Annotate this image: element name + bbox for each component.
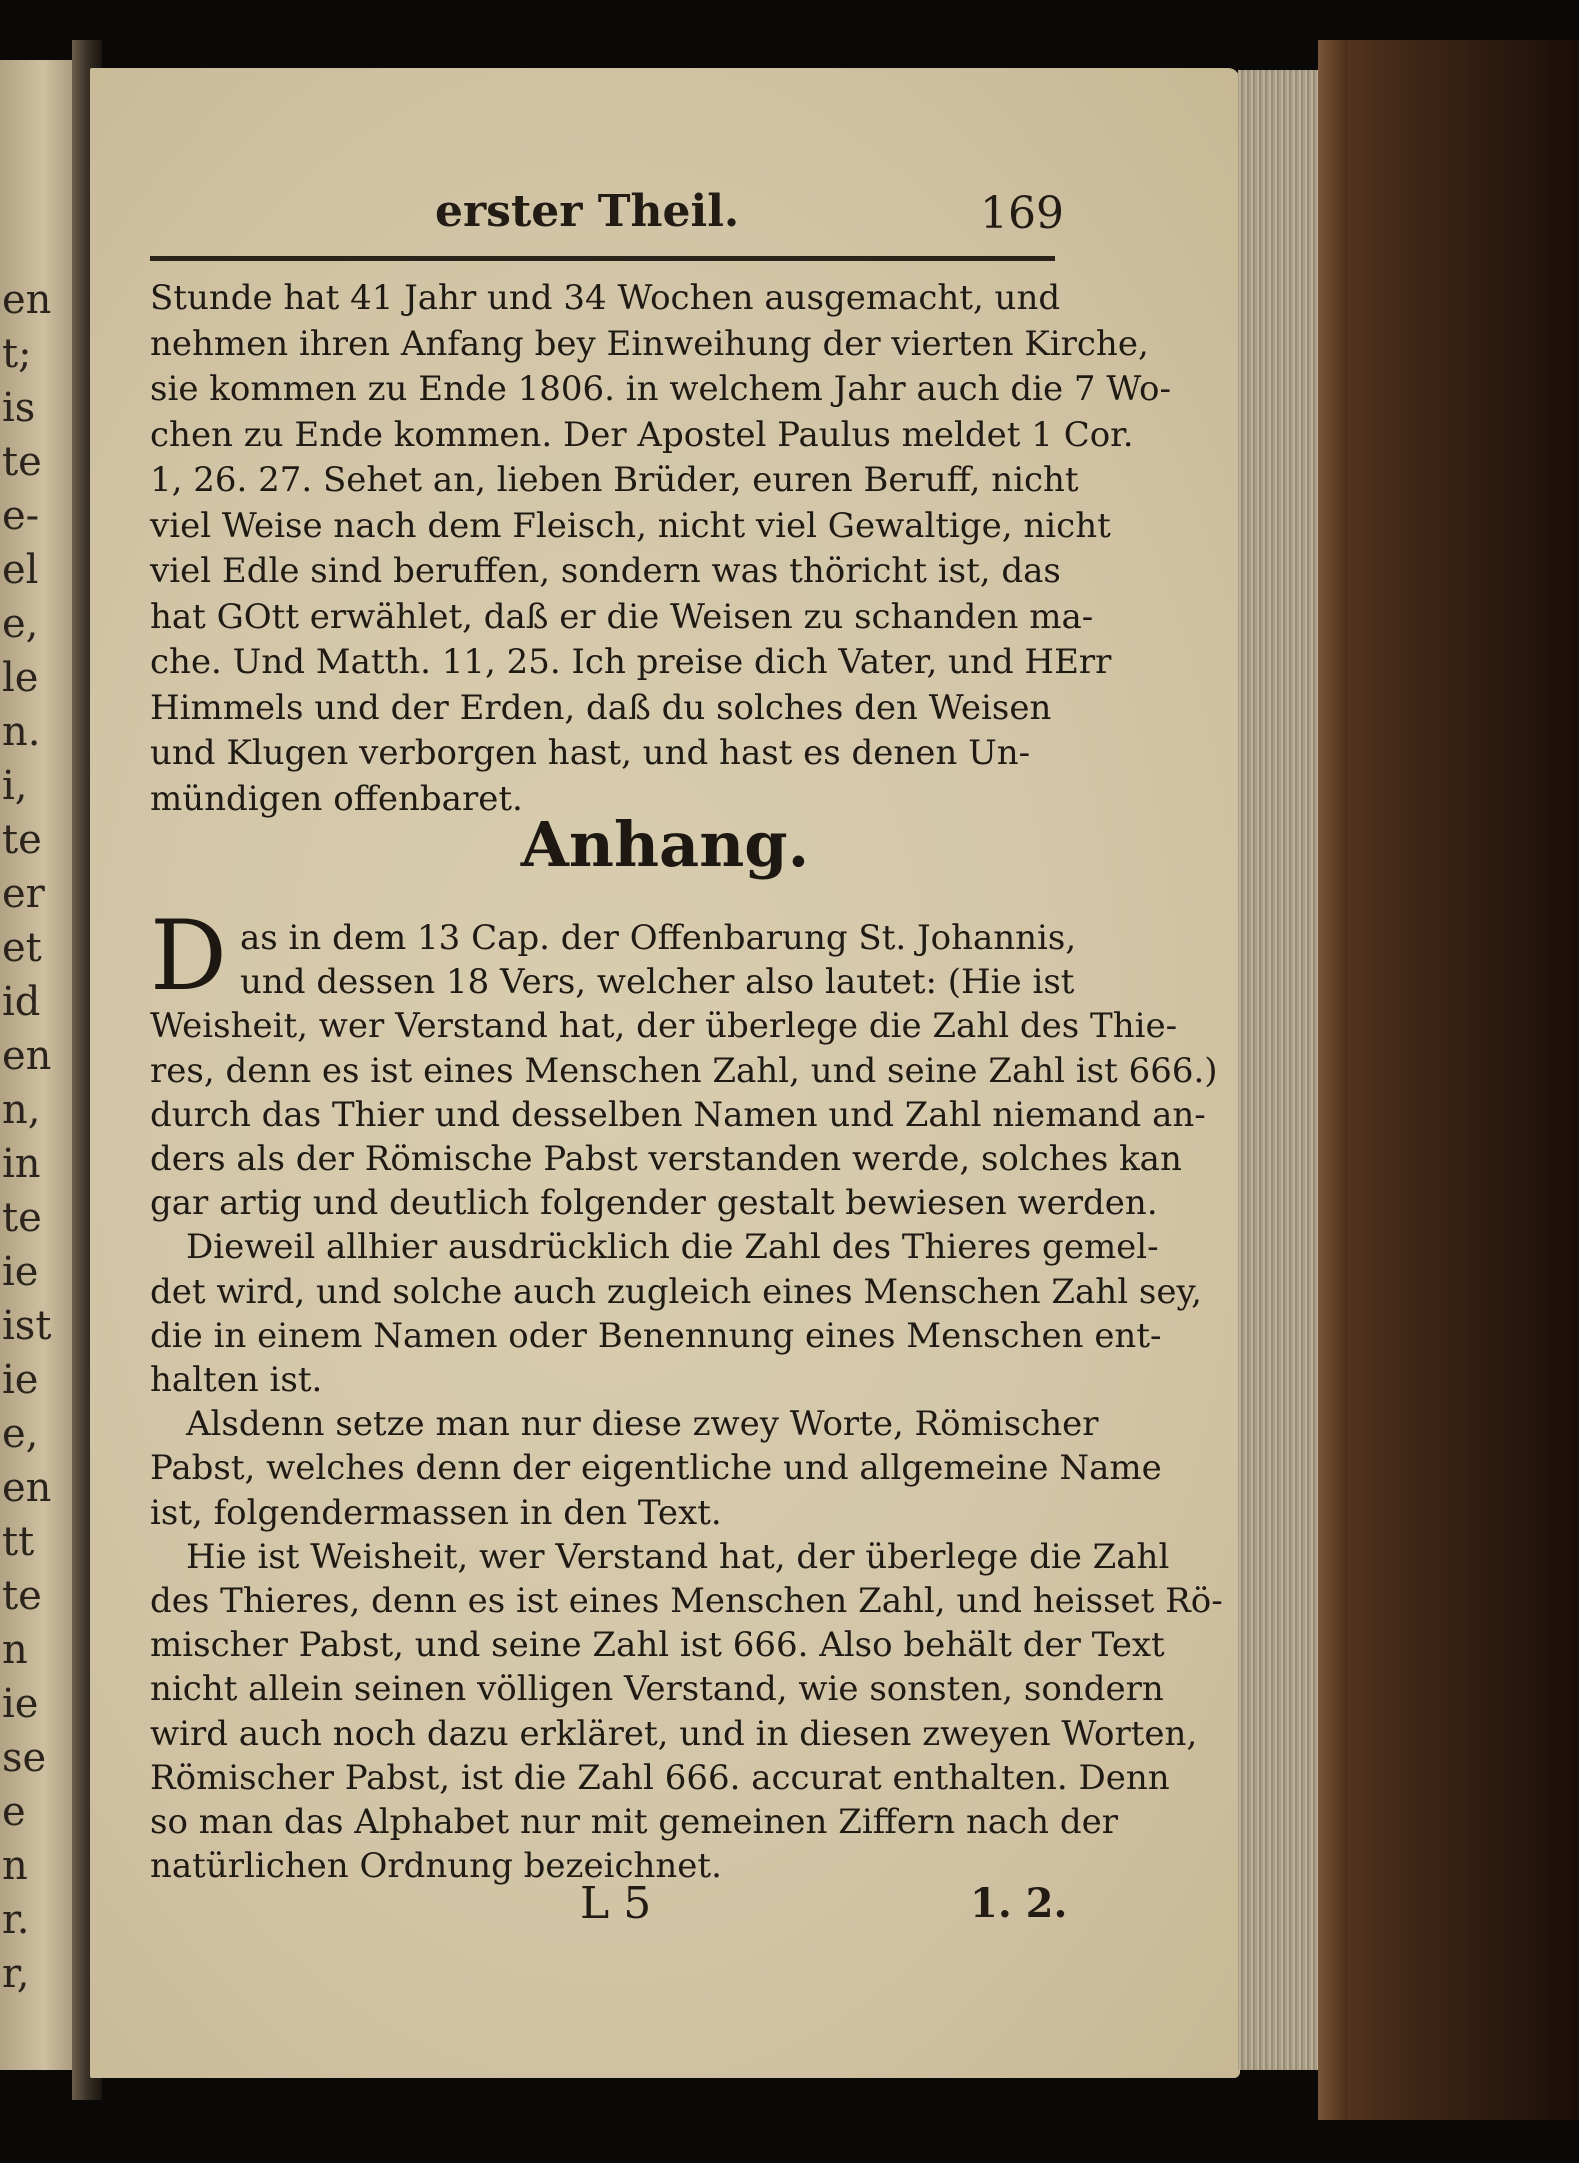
left-page-fragment: n. (2, 709, 41, 755)
left-page-fragment: id (2, 979, 41, 1025)
left-page-fragment: en (2, 277, 52, 323)
appendix-text (150, 916, 1223, 1888)
text-line: 1, 26. 27. Sehet an, lieben Brüder, euren Beruff, nicht (150, 460, 1079, 500)
left-page-fragment: er (2, 871, 45, 917)
book-page (90, 68, 1240, 2078)
left-page-fragment: r. (2, 1897, 30, 1943)
text-line: Weisheit, wer Verstand hat, der überlege die Zahl des Thie- (150, 1006, 1178, 1047)
left-page-fragment: ie (2, 1249, 39, 1295)
text-line: Pabst, welches denn der eigentliche und allgemeine Name (150, 1448, 1162, 1489)
text-line: det wird, und solche auch zugleich eines Menschen Zahl sey, (150, 1271, 1202, 1312)
left-facing-page (0, 60, 80, 2070)
text-line: wird auch noch dazu erkläret, und in diesen zweyen Worten, (150, 1713, 1198, 1754)
section-heading: Anhang. (520, 808, 810, 881)
left-page-fragment: e, (2, 601, 39, 647)
left-page-fragment: is (2, 385, 36, 431)
left-page-fragment: t; (2, 331, 32, 377)
text-line: Stunde hat 41 Jahr und 34 Wochen ausgemacht, und (150, 278, 1061, 318)
text-line: die in einem Namen oder Benennung eines Menschen ent- (150, 1315, 1162, 1356)
text-line: Dieweil allhier ausdrücklich die Zahl des Thieres gemel- (186, 1227, 1159, 1268)
left-page-fragment: en (2, 1033, 52, 1079)
body-text (150, 276, 1171, 822)
left-page-fragment: e- (2, 493, 40, 539)
left-page-fragment: n (2, 1843, 28, 1889)
left-page-fragment: n (2, 1627, 28, 1673)
cover-edge (1318, 40, 1348, 2120)
text-line: durch das Thier und desselben Namen und Zahl niemand an- (150, 1094, 1206, 1135)
left-page-fragment: le (2, 655, 39, 701)
text-line: mischer Pabst, und seine Zahl ist 666. Also behält der Text (150, 1625, 1165, 1666)
text-line: nehmen ihren Anfang bey Einweihung der vierten Kirche, (150, 323, 1149, 364)
left-page-fragment: te (2, 1573, 42, 1619)
text-line: ist, folgendermassen in den Text. (150, 1492, 722, 1533)
left-page-fragment: el (2, 547, 39, 593)
drop-capital: D (150, 900, 227, 1012)
text-line: so man das Alphabet nur mit gemeinen Ziffern nach der (150, 1802, 1119, 1843)
page-number: 169 (980, 188, 1064, 239)
left-page-fragment: e, (2, 1411, 39, 1457)
left-page-fragment: in (2, 1141, 41, 1187)
left-page-fragment: ie (2, 1357, 39, 1403)
text-line: halten ist. (150, 1360, 323, 1401)
text-line: sie kommen zu Ende 1806. in welchem Jahr auch die 7 Wo- (150, 369, 1171, 409)
left-page-fragment: tt (2, 1519, 35, 1565)
text-line: Alsdenn setze man nur diese zwey Worte, Römischer (186, 1404, 1099, 1445)
catchword: 1. 2. (970, 1880, 1068, 1927)
left-page-fragment: e (2, 1789, 26, 1835)
text-line: Römischer Pabst, ist die Zahl 666. accurat enthalten. Denn (150, 1757, 1170, 1798)
left-page-fragment: ist (2, 1303, 52, 1349)
signature-mark: L 5 (580, 1878, 652, 1929)
left-page-fragment: ie (2, 1681, 39, 1727)
left-page-fragment: te (2, 817, 42, 863)
left-page-fragment: te (2, 1195, 42, 1241)
left-page-fragment: te (2, 439, 42, 485)
left-page-fragment: se (2, 1735, 47, 1781)
header-rule (150, 256, 1055, 261)
left-page-fragment: n, (2, 1087, 41, 1133)
left-page-fragment: i, (2, 763, 28, 809)
left-page-fragment: et (2, 925, 42, 971)
text-line: viel Weise nach dem Fleisch, nicht viel Gewaltige, nicht (150, 505, 1111, 546)
text-line: Hie ist Weisheit, wer Verstand hat, der überlege die Zahl (186, 1536, 1170, 1577)
text-line: natürlichen Ordnung bezeichnet. (150, 1846, 722, 1887)
text-line: gar artig und deutlich folgender gestalt bewiesen werden. (150, 1183, 1158, 1224)
text-line: res, denn es ist eines Menschen Zahl, und seine Zahl ist 666.) (150, 1050, 1218, 1091)
left-page-fragment: r, (2, 1951, 30, 1997)
text-line: hat GOtt erwählet, daß er die Weisen zu schanden ma- (150, 596, 1094, 637)
text-line: des Thieres, denn es ist eines Menschen Zahl, und heisset Rö- (150, 1581, 1223, 1622)
book-cover (1318, 40, 1579, 2120)
text-line: as in dem 13 Cap. der Offenbarung St. Johannis, (240, 918, 1077, 958)
running-title: erster Theil. (435, 186, 740, 237)
left-page-fragment: en (2, 1465, 52, 1511)
page-edges (1238, 70, 1318, 2070)
text-line: che. Und Matth. 11, 25. Ich preise dich Vater, und HErr (150, 642, 1112, 682)
text-line: chen zu Ende kommen. Der Apostel Paulus meldet 1 Cor. (150, 414, 1134, 455)
text-line: und dessen 18 Vers, welcher also lautet: (Hie ist (240, 962, 1075, 1003)
text-line: ders als der Römische Pabst verstanden werde, solches kan (150, 1139, 1182, 1180)
text-line: und Klugen verborgen hast, und hast es denen Un- (150, 733, 1031, 773)
text-line: Himmels und der Erden, daß du solches den Weisen (150, 687, 1052, 728)
text-line: mündigen offenbaret. (150, 778, 523, 819)
text-line: viel Edle sind beruffen, sondern was thöricht ist, das (150, 551, 1061, 591)
text-line: nicht allein seinen völligen Verstand, wie sonsten, sondern (150, 1669, 1164, 1710)
